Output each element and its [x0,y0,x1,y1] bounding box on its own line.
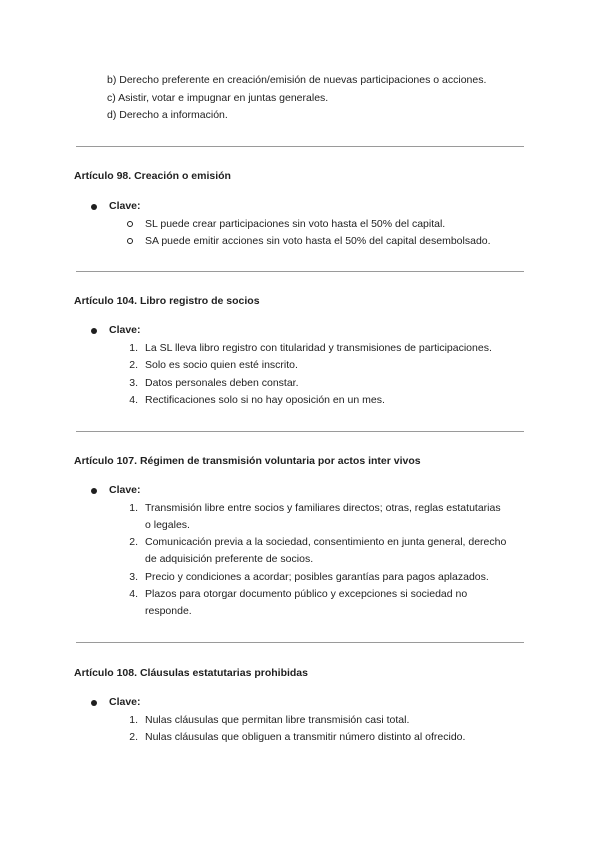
section-title: Artículo 107. Régimen de transmisión voluntaria por actos inter vivos [74,455,421,467]
list-item: Datos personales deben constar. [145,377,299,389]
list-item: Solo es socio quien esté inscrito. [145,359,298,371]
list-number: 4. [129,394,138,406]
divider [76,146,524,147]
circle-bullet-icon [127,221,133,227]
clave-label: Clave: [109,200,141,212]
list-item-continuation: de adquisición preferente de socios. [145,553,314,565]
bullet-icon [91,488,97,494]
list-number: 4. [129,588,138,600]
list-item-continuation: o legales. [145,519,190,531]
bullet-icon [91,328,97,334]
list-item: La SL lleva libro registro con titularidad y transmisiones de participaciones. [145,342,492,354]
intro-item-b: b) Derecho preferente en creación/emisión de nuevas participaciones o acciones. [107,74,487,86]
list-item: SA puede emitir acciones sin voto hasta el 50% del capital desembolsado. [145,235,491,247]
clave-label: Clave: [109,696,141,708]
list-item: Rectificaciones solo si no hay oposición en un mes. [145,394,385,406]
divider [76,271,524,272]
list-item: SL puede crear participaciones sin voto hasta el 50% del capital. [145,218,446,230]
section-title: Artículo 108. Cláusulas estatutarias prohibidas [74,667,308,679]
list-item: Precio y condiciones a acordar; posibles garantías para pagos aplazados. [145,571,489,583]
list-item: Nulas cláusulas que obliguen a transmitir número distinto al ofrecido. [145,731,466,743]
section-title: Artículo 104. Libro registro de socios [74,295,260,307]
list-number: 1. [129,714,138,726]
divider [76,431,524,432]
clave-label: Clave: [109,324,141,336]
circle-bullet-icon [127,238,133,244]
list-item: Plazos para otorgar documento público y excepciones si sociedad no [145,588,468,600]
bullet-icon [91,700,97,706]
section-title: Artículo 98. Creación o emisión [74,170,231,182]
list-number: 1. [129,502,138,514]
list-item-continuation: responde. [145,605,192,617]
list-number: 2. [129,536,138,548]
divider [76,642,524,643]
list-number: 2. [129,731,138,743]
list-number: 3. [129,571,138,583]
list-item: Nulas cláusulas que permitan libre transmisión casi total. [145,714,410,726]
intro-item-c: c) Asistir, votar e impugnar en juntas generales. [107,92,329,104]
intro-item-d: d) Derecho a información. [107,109,228,121]
list-number: 3. [129,377,138,389]
clave-label: Clave: [109,484,141,496]
list-number: 2. [129,359,138,371]
bullet-icon [91,204,97,210]
list-number: 1. [129,342,138,354]
list-item: Comunicación previa a la sociedad, consentimiento en junta general, derecho [145,536,507,548]
list-item: Transmisión libre entre socios y familiares directos; otras, reglas estatutarias [145,502,501,514]
